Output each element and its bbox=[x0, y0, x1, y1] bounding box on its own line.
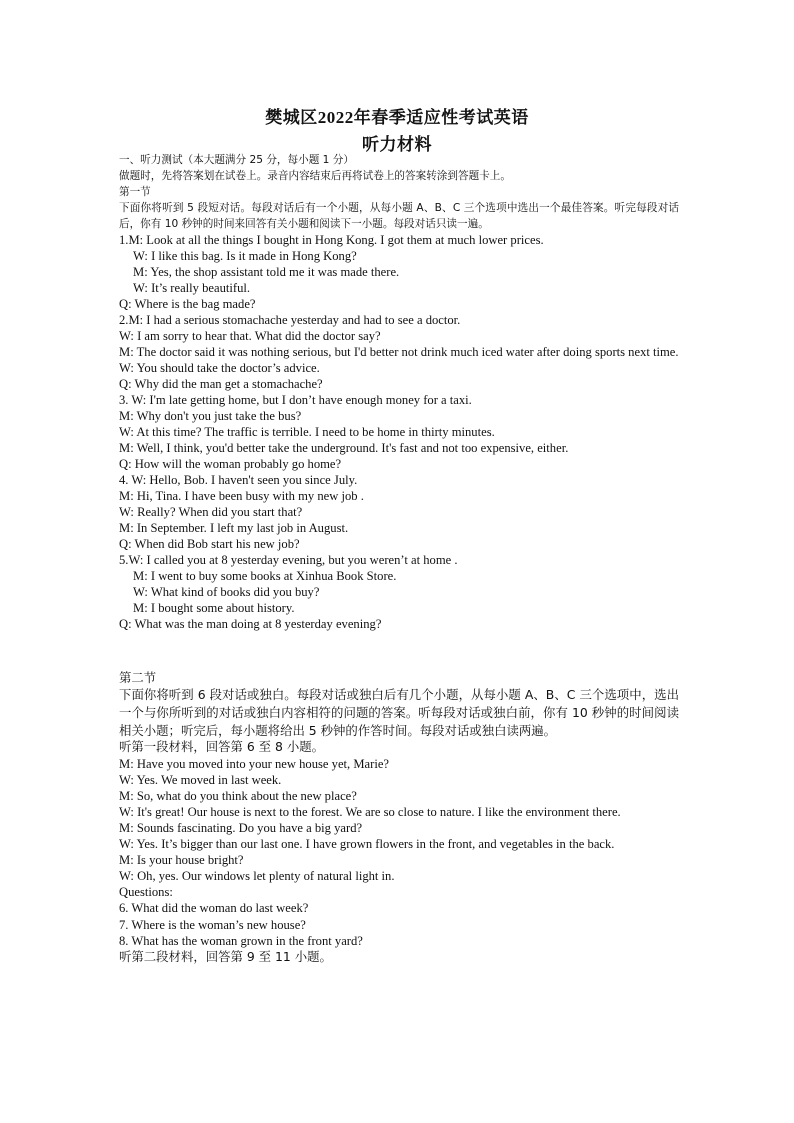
question-line: 8. What has the woman grown in the front yard? bbox=[119, 933, 363, 948]
question-line: 7. Where is the woman’s new house? bbox=[119, 917, 306, 932]
dialogue-line: 5.W: I called you at 8 yesterday evening, but you weren’t at home . bbox=[119, 553, 458, 567]
question-line: Q: Why did the man get a stomachache? bbox=[119, 377, 323, 391]
part-instructions: 下面你将听到 5 段短对话。每段对话后有一个小题，从每小题 A、B、C 三个选项中选出一个最佳答案。听完每段对话后，你有 10 秒钟的时间来回答有关小题和阅读下一小题。每段对话只读一遍。 bbox=[119, 202, 679, 230]
dialogue-line: W: It’s really beautiful. bbox=[133, 281, 251, 295]
page-subtitle: 听力材料 bbox=[362, 135, 432, 154]
part-instructions: 下面你将听到 6 段对话或独白。每段对话或独白后有几个小题，从每小题 A、B、C 三个选项中，选出一个与你所听到的对话或独白内容相符的问题的答案。听每段对话或独白前，你有 10 秒钟的时间阅读相关小题；听完后，每小题将给出 5 秒钟的作答时间。每段对话或独白读两遍。 bbox=[119, 687, 679, 738]
material-intro: 听第二段材料，回答第 9 至 11 小题。 bbox=[119, 948, 332, 964]
dialogue-line: M: So, what do you think about the new place? bbox=[119, 788, 357, 803]
dialogue-line: 1.M: Look at all the things I bought in Hong Kong. I got them at much lower prices. bbox=[119, 233, 544, 247]
dialogue-line: W: You should take the doctor’s advice. bbox=[119, 361, 320, 375]
dialogue-line: M: Sounds fascinating. Do you have a big yard? bbox=[119, 820, 363, 835]
dialogue-line: M: Hi, Tina. I have been busy with my new job . bbox=[119, 489, 364, 503]
dialogue-line: W: Yes. It’s bigger than our last one. I have grown flowers in the front, and vegetables in the back. bbox=[119, 837, 615, 852]
material-intro: 听第一段材料，回答第 6 至 8 小题。 bbox=[119, 739, 324, 755]
dialogue-line: W: At this time? The traffic is terrible. I need to be home in thirty minutes. bbox=[119, 425, 495, 439]
dialogue-line: M: I bought some about history. bbox=[133, 601, 295, 615]
dialogue-line: M: Why don't you just take the bus? bbox=[119, 409, 302, 423]
dialogue-line: W: What kind of books did you buy? bbox=[133, 585, 320, 599]
dialogue-line: M: Well, I think, you'd better take the underground. It's fast and not too expensive, either. bbox=[119, 441, 569, 455]
question-line: Q: How will the woman probably go home? bbox=[119, 457, 342, 471]
question-line: Q: What was the man doing at 8 yesterday evening? bbox=[119, 617, 382, 631]
part-title: 第一节 bbox=[119, 186, 151, 198]
questions-label: Questions: bbox=[119, 885, 173, 900]
dialogue-line: W: I like this bag. Is it made in Hong Kong? bbox=[133, 249, 357, 263]
dialogue-line: M: Yes, the shop assistant told me it was made there. bbox=[133, 265, 400, 279]
dialogue-line: W: Oh, yes. Our windows let plenty of natural light in. bbox=[119, 869, 395, 884]
section-one bbox=[119, 152, 679, 632]
dialogue-line: W: Really? When did you start that? bbox=[119, 505, 303, 519]
dialogue-line: 3. W: I'm late getting home, but I don’t have enough money for a taxi. bbox=[119, 393, 472, 407]
question-line: Q: When did Bob start his new job? bbox=[119, 537, 300, 551]
dialogue-line: M: Have you moved into your new house yet, Marie? bbox=[119, 756, 390, 771]
dialogue-line: M: Is your house bright? bbox=[119, 853, 244, 868]
dialogue-line: W: It's great! Our house is next to the forest. We are so close to nature. I like the environment there. bbox=[119, 804, 621, 819]
dialogue-line: M: The doctor said it was nothing serious, but I'd better not drink much iced water after doing sports next time. bbox=[119, 345, 679, 359]
section-two bbox=[119, 670, 679, 965]
section-instruction: 做题时，先将答案划在试卷上。录音内容结束后再将试卷上的答案转涂到答题卡上。 bbox=[119, 170, 511, 182]
dialogue-line: W: Yes. We moved in last week. bbox=[119, 772, 282, 787]
dialogue-line: M: In September. I left my last job in August. bbox=[119, 521, 349, 535]
section-heading: 一、听力测试（本大题满分 25 分，每小题 1 分） bbox=[119, 154, 354, 166]
part-title: 第二节 bbox=[119, 670, 157, 685]
question-line: Q: Where is the bag made? bbox=[119, 297, 256, 311]
dialogue-line: 4. W: Hello, Bob. I haven't seen you since July. bbox=[119, 473, 358, 487]
dialogue-line: 2.M: I had a serious stomachache yesterday and had to see a doctor. bbox=[119, 313, 461, 327]
page-title: 樊城区2022年春季适应性考试英语 bbox=[265, 108, 529, 127]
dialogue-line: W: I am sorry to hear that. What did the doctor say? bbox=[119, 329, 381, 343]
dialogue-line: M: I went to buy some books at Xinhua Book Store. bbox=[133, 569, 397, 583]
question-line: 6. What did the woman do last week? bbox=[119, 901, 309, 916]
